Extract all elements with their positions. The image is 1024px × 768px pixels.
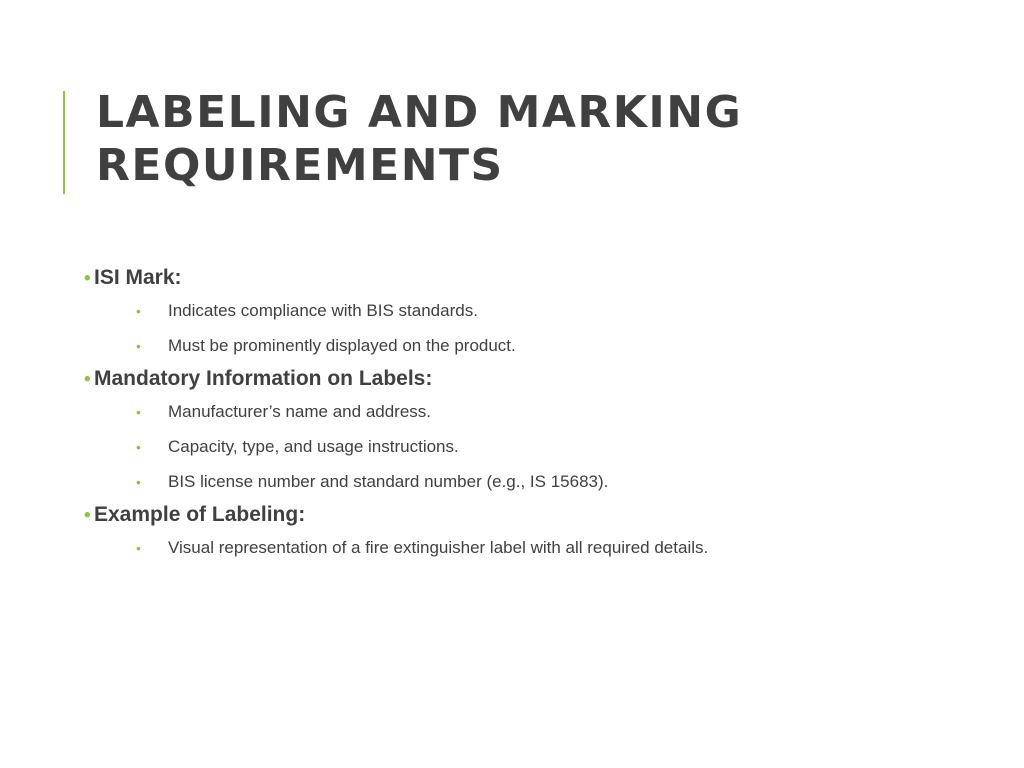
list-item	[84, 429, 964, 464]
list-item-text: BIS license number and standard number (e.g., IS 15683).	[168, 472, 609, 491]
bullet-icon: •	[136, 303, 141, 319]
section-heading-text: ISI Mark:	[94, 266, 182, 289]
section-mandatory-information	[84, 363, 964, 499]
bullet-icon: •	[136, 439, 141, 455]
bullet-icon: •	[84, 369, 91, 390]
section-heading	[84, 499, 964, 530]
bullet-icon: •	[136, 338, 141, 354]
bullet-list	[84, 262, 964, 565]
list-item-text: Manufacturer’s name and address.	[168, 402, 432, 421]
slide-title	[96, 86, 976, 192]
list-item-text: Must be prominently displayed on the product.	[168, 336, 516, 355]
section-heading-text: Mandatory Information on Labels:	[94, 367, 433, 390]
bullet-icon: •	[136, 404, 141, 420]
list-item	[84, 328, 964, 363]
title-accent-bar	[63, 91, 65, 194]
slide-title-line-1: LABELING AND MARKING	[96, 87, 743, 138]
bullet-icon: •	[84, 268, 91, 289]
bullet-icon: •	[84, 505, 91, 526]
slide-title-line-2: REQUIREMENTS	[96, 140, 504, 191]
section-example-of-labeling	[84, 499, 964, 565]
bullet-icon: •	[136, 474, 141, 490]
list-item	[84, 394, 964, 429]
list-item-text: Visual representation of a fire extinguisher label with all required details.	[168, 538, 709, 557]
section-heading-text: Example of Labeling:	[94, 503, 306, 526]
list-item	[84, 293, 964, 328]
list-item-text: Capacity, type, and usage instructions.	[168, 437, 459, 456]
section-isi-mark	[84, 262, 964, 363]
list-item	[84, 464, 964, 499]
section-heading	[84, 262, 964, 293]
bullet-icon: •	[136, 540, 141, 556]
list-item	[84, 530, 964, 565]
list-item-text: Indicates compliance with BIS standards.	[168, 301, 478, 320]
section-heading	[84, 363, 964, 394]
